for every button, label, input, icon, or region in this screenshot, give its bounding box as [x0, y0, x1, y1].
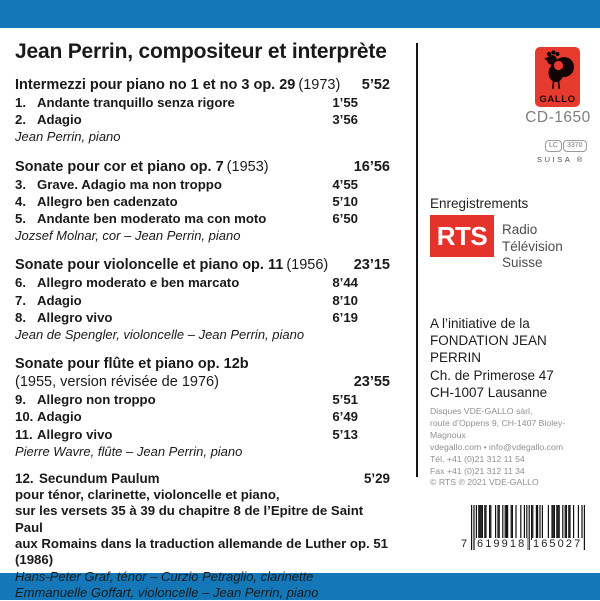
- track-number: 3.: [15, 176, 26, 192]
- track-row: [15, 176, 390, 193]
- track-number: 7.: [15, 292, 26, 308]
- track-title: Allegro vivo: [37, 426, 113, 442]
- publisher-info-block: [430, 406, 600, 489]
- track-number: 4.: [15, 193, 26, 209]
- track-number: 8.: [15, 309, 26, 325]
- performers-credit: Emmanuelle Goffart, violoncelle – Jean Perrin, piano: [15, 584, 319, 600]
- performers-credit: Jean de Spengler, violoncelle – Jean Perrin, piano: [15, 327, 305, 343]
- publisher-info-line: © RTS ℗ 2021 VDE-GALLO: [430, 477, 539, 488]
- track-duration: 8’10: [332, 292, 358, 308]
- publisher-info-line: Disques VDE-GALLO sàrl,: [430, 406, 533, 416]
- vertical-divider: [416, 43, 418, 477]
- track-number: 2.: [15, 112, 26, 128]
- work-header: [15, 76, 390, 94]
- work-title: Intermezzi pour piano no 1 et no 3 op. 29: [15, 77, 296, 93]
- rts-logo-text: RTS: [436, 220, 488, 251]
- album-title: Jean Perrin, compositeur et interprète: [15, 40, 387, 63]
- work-section: [15, 355, 390, 460]
- track-duration: 5’10: [332, 193, 358, 209]
- track-number: 1.: [15, 95, 26, 110]
- work-title: Sonate pour cor et piano op. 7: [15, 158, 224, 175]
- work-description-line: aux Romains dans la traduction allemande de Luther op. 51 (1986): [15, 535, 388, 568]
- rts-name-line2: Suisse: [502, 255, 543, 270]
- publisher-info-line: Tél. +41 (0)21 312 11 54: [430, 453, 525, 464]
- foundation-address-line: CH-1007 Lausanne: [430, 384, 548, 400]
- work-section: [15, 158, 390, 245]
- track-title: Allegro ben cadenzato: [37, 193, 178, 209]
- work-duration: 23’15: [353, 257, 390, 274]
- work-subtitle-text: (1955, version révisée de 1976): [15, 374, 219, 391]
- track-duration: 6’50: [332, 211, 358, 227]
- track-title: Allegro non troppo: [37, 392, 156, 408]
- track-title: Adagio: [37, 292, 82, 308]
- lc-number: 3370: [563, 140, 587, 152]
- work-year: (1953): [226, 158, 269, 175]
- rts-logo: [430, 215, 494, 257]
- track-row: [15, 391, 390, 408]
- performers-credit: Jean Perrin, piano: [15, 129, 121, 145]
- work-header: [15, 158, 390, 176]
- lc-label: LC: [545, 140, 562, 152]
- track-duration: 5’29: [363, 471, 390, 487]
- performers-credit: Jozsef Molnar, cor – Jean Perrin, piano: [15, 228, 241, 244]
- track-duration: 5’13: [332, 426, 358, 442]
- track-title: Adagio: [37, 112, 82, 128]
- track-number: 5.: [15, 211, 26, 227]
- final-work-header: [15, 470, 390, 487]
- work-title: Sonate pour flûte et piano op. 12b: [15, 356, 249, 373]
- work-subtitle: [15, 373, 390, 391]
- track-title: Secundum Paulum: [39, 471, 160, 487]
- track-number: 10.: [15, 409, 34, 425]
- foundation-address-block: [430, 315, 600, 401]
- rts-name: [502, 222, 600, 272]
- track-title: Allegro vivo: [37, 309, 113, 325]
- track-title: Allegro moderato e ben marcato: [37, 275, 240, 291]
- foundation-address-line: A l’initiative de la: [430, 316, 530, 331]
- rooster-icon: [537, 48, 578, 92]
- top-blue-banner: [0, 0, 600, 28]
- track-duration: 1’55: [332, 95, 358, 110]
- work-year: (1956): [286, 257, 329, 274]
- track-row: [15, 292, 390, 309]
- track-row: [15, 193, 390, 210]
- recordings-label: Enregistrements: [430, 196, 529, 211]
- works-list: [15, 76, 390, 460]
- track-number: 9.: [15, 392, 26, 408]
- work-duration: 23’55: [353, 374, 390, 391]
- track-row: [15, 274, 390, 291]
- work-duration: 16’56: [353, 158, 390, 175]
- foundation-address-line: FONDATION JEAN PERRIN: [430, 333, 547, 366]
- barcode-digit-left: 7: [461, 538, 468, 550]
- publisher-info-line: Fax +41 (0)21 312 11 34: [430, 465, 525, 476]
- track-duration: 6’19: [332, 309, 358, 325]
- foundation-address-line: Ch. de Primerose 47: [430, 367, 554, 383]
- track-number: 6.: [15, 275, 26, 291]
- track-duration: 6’49: [332, 409, 358, 425]
- track-row: [15, 309, 390, 326]
- work-section: [15, 76, 390, 146]
- track-duration: 3’56: [332, 112, 358, 128]
- publisher-info-line: route d’Oppens 9, CH-1407 Bioley-Magnoux: [430, 417, 566, 440]
- track-number: 12.: [15, 471, 34, 487]
- track-row: [15, 210, 390, 227]
- track-row: [15, 94, 390, 111]
- track-title: Grave. Adagio ma non troppo: [37, 176, 222, 192]
- suisa-label: SUISA ®: [537, 155, 585, 164]
- work-description-line: sur les versets 35 à 39 du chapitre 8 de l’Epitre de Saint Paul: [15, 503, 364, 535]
- lc-badge: [545, 140, 587, 152]
- track-duration: 4’55: [332, 176, 358, 192]
- work-duration: 5’52: [361, 77, 390, 93]
- track-duration: 8’44: [332, 275, 358, 291]
- track-row: [15, 408, 390, 425]
- track-number: 11.: [15, 426, 33, 442]
- gallo-label: GALLO: [539, 94, 576, 105]
- catalog-number: CD-1650: [525, 109, 591, 126]
- work-year: (1973): [298, 77, 341, 93]
- barcode-digits-group2: 165027: [533, 538, 583, 550]
- publisher-info-line: vdegallo.com • info@vdegallo.com: [430, 441, 564, 452]
- tracklist-column: [15, 40, 390, 601]
- barcode-digits-group1: 619918: [477, 538, 527, 550]
- performers-credit: Hans-Peter Graf, ténor – Curzio Petraglio, clarinette: [15, 568, 314, 584]
- barcode: [461, 505, 585, 552]
- track-row: [15, 111, 390, 128]
- track-row: [15, 426, 390, 443]
- work-description-line: pour ténor, clarinette, violoncelle et piano,: [15, 487, 280, 503]
- work-section: [15, 256, 390, 343]
- track-title: Adagio: [37, 409, 82, 425]
- gallo-logo: [535, 47, 580, 107]
- work-header: [15, 256, 390, 274]
- work-title: Sonate pour violoncelle et piano op. 11: [15, 257, 284, 274]
- track-title: Andante tranquillo senza rigore: [37, 95, 235, 110]
- track-title: Andante ben moderato ma con moto: [37, 211, 267, 227]
- final-work-block: [15, 470, 390, 601]
- track-duration: 5’51: [332, 392, 358, 408]
- rts-name-line1: Radio Télévision: [502, 222, 563, 254]
- performers-credit: Pierre Wavre, flûte – Jean Perrin, piano: [15, 443, 243, 459]
- work-header: [15, 355, 390, 373]
